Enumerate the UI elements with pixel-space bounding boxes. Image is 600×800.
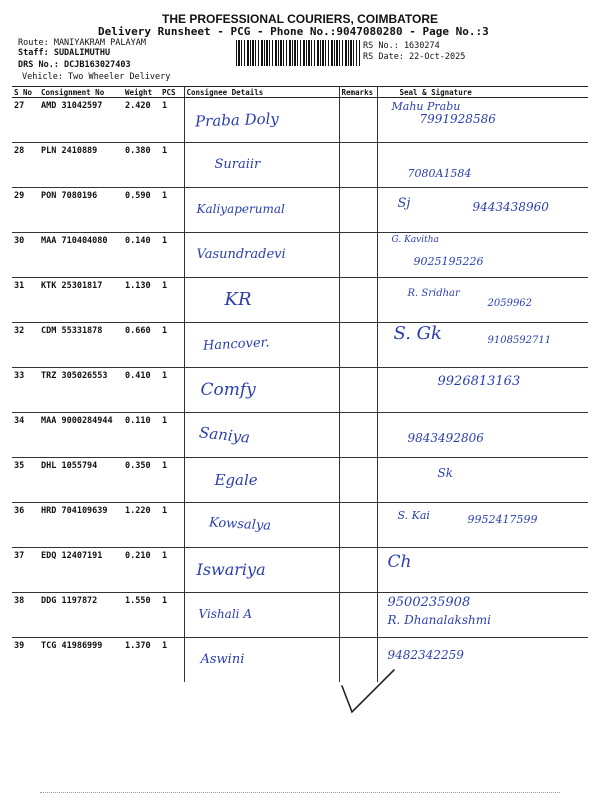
row-consignee-cell — [184, 638, 339, 683]
row-remarks — [339, 503, 377, 548]
row-sno: 28 — [12, 143, 39, 188]
row-consignment-no: TRZ 305026553 — [39, 368, 123, 413]
staff-label: Staff: SUDALIMUTHU — [18, 48, 111, 58]
table-row — [12, 143, 588, 188]
consignee-handwriting: Kaliyaperumal — [196, 202, 285, 216]
row-pcs: 1 — [160, 368, 184, 413]
row-pcs: 1 — [160, 98, 184, 143]
row-weight: 1.370 — [125, 641, 151, 651]
row-sno: 27 — [12, 98, 39, 143]
phone-handwriting: 7080A1584 — [407, 167, 472, 180]
runsheet-title: Delivery Runsheet - PCG - Phone No.:9047080280 - Page No.:3 — [98, 25, 489, 38]
row-pcs: 1 — [160, 323, 184, 368]
row-consignment-no: MAA 9000284944 — [39, 413, 123, 458]
table-row — [12, 503, 588, 548]
row-pcs: 1 — [160, 548, 184, 593]
table-row — [12, 323, 588, 368]
signature-handwriting: S. Gk — [393, 323, 442, 344]
row-consignment-no: DDG 1197872 — [39, 593, 123, 638]
row-weight: 0.590 — [123, 188, 160, 233]
row-weight: 0.110 — [123, 413, 160, 458]
phone-handwriting: 7991928586 — [419, 112, 496, 126]
row-consignee-cell — [184, 143, 339, 188]
col-consignment: Consignment No — [39, 87, 123, 98]
row-signature-cell — [377, 503, 588, 548]
row-signature-cell — [377, 458, 588, 503]
row-sno: 33 — [12, 368, 39, 413]
row-sno: 32 — [12, 323, 39, 368]
consignee-handwriting: Iswariya — [196, 560, 266, 579]
row-consignee-cell — [184, 413, 339, 458]
table-row — [12, 278, 588, 323]
row-consignee-cell — [184, 188, 339, 233]
table-row — [12, 593, 588, 638]
phone-handwriting: 9926813163 — [437, 374, 521, 389]
row-remarks — [339, 143, 377, 188]
row-remarks — [339, 593, 377, 638]
row-consignment-no: KTK 25301817 — [39, 278, 123, 323]
row-consignment-no: TCG 41986999 — [41, 641, 103, 651]
row-signature-cell — [377, 548, 588, 593]
phone-handwriting: 9952417599 — [467, 513, 538, 526]
row-signature-cell — [377, 98, 588, 143]
table-row — [12, 638, 588, 683]
row-consignment-no: CDM 55331878 — [39, 323, 123, 368]
row-consignment-no: PLN 2410889 — [39, 143, 123, 188]
row-consignment-no: EDQ 12407191 — [39, 548, 123, 593]
col-pcs: PCS — [160, 87, 184, 98]
row-weight: 0.210 — [123, 548, 160, 593]
row-pcs: 1 — [160, 278, 184, 323]
row-sno: 34 — [12, 413, 39, 458]
consignee-handwriting: Praba Doly — [194, 109, 279, 130]
row-sno: 39 — [14, 641, 25, 651]
col-remarks: Remarks — [339, 87, 377, 98]
row-sno: 38 — [12, 593, 39, 638]
row-signature-cell — [377, 233, 588, 278]
row-weight: 2.420 — [123, 98, 160, 143]
consignee-handwriting: KR — [224, 289, 252, 310]
consignee-handwriting: Vasundradevi — [196, 246, 286, 262]
consignee-handwriting: Hancover. — [202, 334, 270, 354]
table-row — [12, 188, 588, 233]
row-consignment-no: MAA 710404080 — [39, 233, 123, 278]
phone-handwriting: 9843492806 — [407, 431, 484, 445]
row-pcs: 1 — [160, 503, 184, 548]
delivery-table — [12, 86, 588, 682]
check-mark-icon — [338, 668, 398, 724]
signature-handwriting: Mahu Prabu — [391, 100, 461, 113]
row-consignee-cell — [184, 233, 339, 278]
row-consignment-no: AMD 31042597 — [39, 98, 123, 143]
row-consignee-cell — [184, 278, 339, 323]
row-sno: 37 — [12, 548, 39, 593]
row-weight: 0.140 — [123, 233, 160, 278]
row-remarks — [339, 278, 377, 323]
row-weight: 0.380 — [123, 143, 160, 188]
row-signature-cell — [377, 323, 588, 368]
row-remarks — [339, 188, 377, 233]
table-row — [12, 98, 588, 143]
row-consignee-cell — [184, 548, 339, 593]
phone-handwriting: 9482342259 — [387, 648, 464, 662]
col-weight: Weight — [123, 87, 160, 98]
row-signature-cell — [377, 188, 588, 233]
table-body — [12, 98, 588, 683]
row-sno: 31 — [12, 278, 39, 323]
drs-number: DRS No.: DCJB163027403 — [18, 60, 131, 70]
row-consignee-cell — [184, 458, 339, 503]
signature-handwriting: R. Sridhar — [407, 288, 460, 299]
row-sno: 35 — [12, 458, 39, 503]
row-pcs: 1 — [160, 593, 184, 638]
row-consignment-no: DHL 1055794 — [39, 458, 123, 503]
phone-handwriting: 9108592711 — [487, 335, 552, 346]
row-consignee-cell — [184, 98, 339, 143]
row-pcs: 1 — [160, 143, 184, 188]
barcode — [236, 40, 360, 66]
row-pcs: 1 — [160, 413, 184, 458]
phone-handwriting: 9443438960 — [472, 200, 549, 214]
rs-date: RS Date: 22-Oct-2025 — [363, 52, 466, 62]
consignee-handwriting: Aswini — [200, 651, 245, 667]
row-pcs: 1 — [160, 188, 184, 233]
consignee-handwriting: Suraiir — [214, 156, 261, 172]
vehicle-label: Vehicle: Two Wheeler Delivery — [22, 72, 171, 82]
consignee-handwriting: Egale — [214, 470, 258, 489]
phone-handwriting: 9500235908 — [387, 595, 471, 610]
table-row — [12, 233, 588, 278]
row-sno: 36 — [12, 503, 39, 548]
row-consignee-cell — [184, 503, 339, 548]
table-row — [12, 548, 588, 593]
footer-line — [40, 792, 560, 794]
row-weight: 0.410 — [123, 368, 160, 413]
row-remarks — [339, 458, 377, 503]
signature-handwriting: R. Dhanalakshmi — [387, 613, 491, 627]
consignee-handwriting: Vishali A — [198, 607, 252, 621]
row-consignee-cell — [184, 323, 339, 368]
row-remarks — [339, 98, 377, 143]
row-weight: 1.220 — [123, 503, 160, 548]
row-sno: 30 — [12, 233, 39, 278]
consignee-handwriting: Kowsalya — [208, 514, 271, 534]
signature-handwriting: G. Kavitha — [391, 235, 439, 245]
row-consignment-no: HRD 704109639 — [39, 503, 123, 548]
row-signature-cell — [377, 368, 588, 413]
col-seal: Seal & Signature — [377, 87, 588, 98]
rs-number: RS No.: 1630274 — [363, 41, 440, 51]
table-header-row — [12, 87, 588, 98]
col-sno: S No — [12, 87, 39, 98]
row-consignee-cell — [184, 593, 339, 638]
table-row — [12, 413, 588, 458]
row-weight: 0.660 — [123, 323, 160, 368]
row-remarks — [339, 233, 377, 278]
signature-handwriting: S. Kai — [397, 509, 430, 522]
row-signature-cell — [377, 638, 588, 683]
col-consignee: Consignee Details — [184, 87, 339, 98]
row-weight: 0.350 — [123, 458, 160, 503]
signature-handwriting: Sk — [437, 466, 453, 480]
row-consignee-cell — [184, 368, 339, 413]
row-remarks — [339, 323, 377, 368]
row-remarks — [339, 413, 377, 458]
route-label: Route: MANIYAKRAM PALAYAM — [18, 38, 146, 48]
row-consignment-no: PON 7080196 — [39, 188, 123, 233]
row-pcs: 1 — [162, 641, 168, 651]
phone-handwriting: 9025195226 — [413, 255, 484, 268]
phone-handwriting: 2059962 — [487, 298, 533, 309]
consignee-handwriting: Comfy — [200, 379, 256, 400]
row-weight: 1.550 — [123, 593, 160, 638]
table-row — [12, 368, 588, 413]
signature-handwriting: Ch — [387, 552, 412, 572]
company-name: THE PROFESSIONAL COURIERS, COIMBATORE — [161, 12, 439, 26]
row-remarks — [339, 368, 377, 413]
table-row — [12, 458, 588, 503]
row-signature-cell — [377, 143, 588, 188]
row-pcs: 1 — [160, 458, 184, 503]
row-sno: 29 — [12, 188, 39, 233]
row-weight: 1.130 — [123, 278, 160, 323]
row-remarks — [339, 548, 377, 593]
signature-handwriting: Sj — [397, 196, 411, 211]
row-signature-cell — [377, 413, 588, 458]
row-signature-cell — [377, 278, 588, 323]
row-pcs: 1 — [160, 233, 184, 278]
consignee-handwriting: Saniya — [197, 422, 251, 447]
row-signature-cell — [377, 593, 588, 638]
